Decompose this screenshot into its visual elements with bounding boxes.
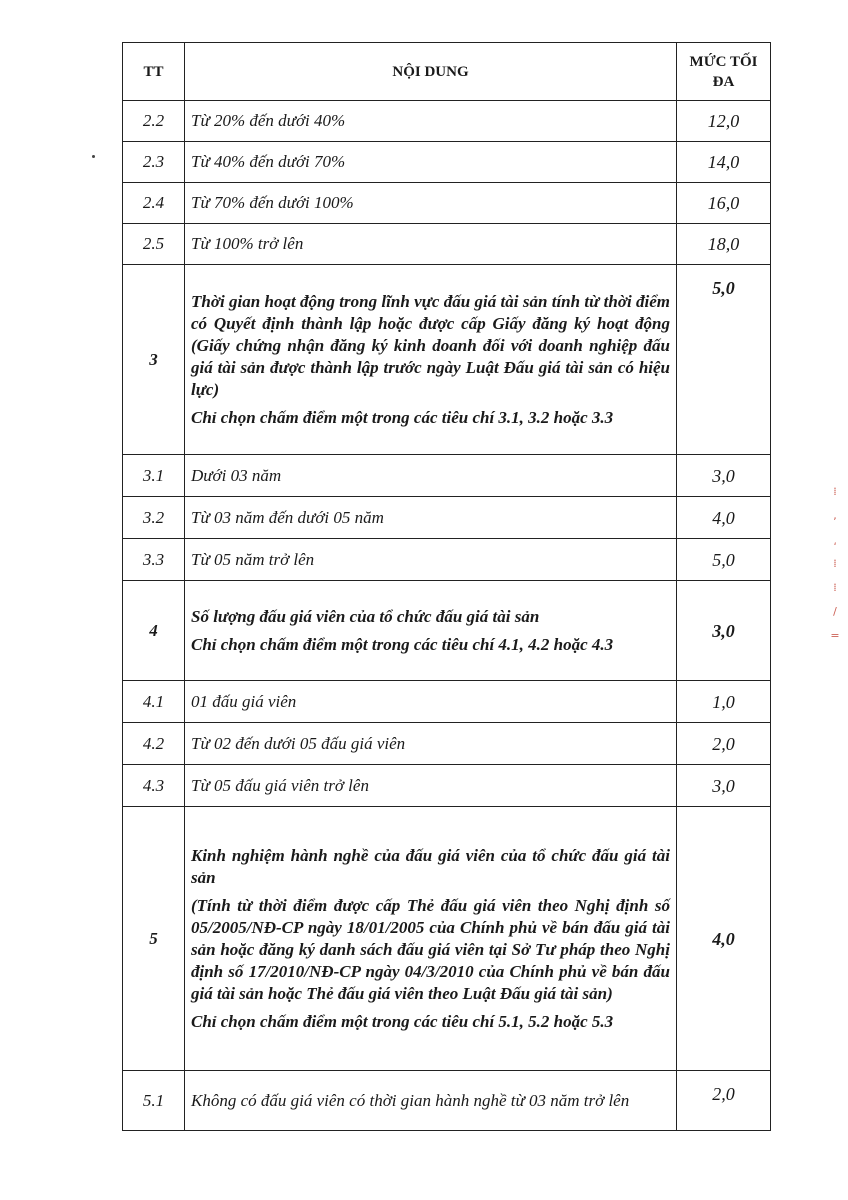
table-row	[123, 765, 771, 807]
table-row	[123, 1071, 771, 1131]
row-tt: 3	[123, 265, 185, 455]
row-paragraph: Từ 20% đến dưới 40%	[191, 111, 346, 130]
row-content	[185, 1071, 677, 1131]
row-tt: 3.2	[123, 497, 185, 539]
row-content	[185, 497, 677, 539]
row-paragraph: Từ 02 đến dưới 05 đấu giá viên	[191, 733, 406, 753]
row-content	[185, 807, 677, 1071]
row-paragraph: Dưới 03 năm	[191, 465, 282, 485]
table-row	[123, 142, 771, 183]
row-tt: 3.3	[123, 539, 185, 581]
row-tt: 2.3	[123, 142, 185, 183]
table-header-row	[123, 43, 771, 101]
row-tt: 4.3	[123, 765, 185, 807]
row-score: 4,0	[677, 497, 771, 539]
row-content	[185, 265, 677, 455]
row-score: 3,0	[677, 581, 771, 681]
row-paragraph: Chỉ chọn chấm điểm một trong các tiêu chí 4.1, 4.2 hoặc 4.3	[191, 634, 614, 654]
header-tt: TT	[123, 43, 185, 101]
header-max-score: MỨC TỐI ĐA	[677, 43, 771, 101]
row-tt: 4.1	[123, 681, 185, 723]
row-score: 16,0	[677, 183, 771, 224]
row-paragraph: Từ 70% đến dưới 100%	[191, 193, 354, 212]
row-paragraph: Số lượng đấu giá viên của tổ chức đấu giá tài sản	[191, 606, 540, 626]
row-score: 3,0	[677, 765, 771, 807]
row-tt: 2.4	[123, 183, 185, 224]
row-content	[185, 224, 677, 265]
header-content: NỘI DUNG	[185, 43, 677, 101]
row-content	[185, 681, 677, 723]
row-score: 2,0	[677, 723, 771, 765]
row-score: 4,0	[677, 807, 771, 1071]
table-row	[123, 455, 771, 497]
table-row	[123, 723, 771, 765]
row-tt: 2.5	[123, 224, 185, 265]
row-paragraph: Từ 100% trở lên	[191, 234, 304, 253]
row-paragraph: Chỉ chọn chấm điểm một trong các tiêu chí 3.1, 3.2 hoặc 3.3	[191, 407, 614, 427]
table-row	[123, 224, 771, 265]
row-score: 12,0	[677, 101, 771, 142]
row-paragraph: (Tính từ thời điểm được cấp Thẻ đấu giá viên theo Nghị định số 05/2005/NĐ-CP ngày 18/01/2005 của Chính phủ về bán đấu giá tài sản hoặc đăng ký danh sách đấu giá viên tại Sở Tư pháp theo Nghị định số 17/2010/NĐ-CP ngày 04/3/2010 của Chính phủ về bán đấu giá tài sản hoặc Thẻ đấu giá viên theo Luật Đấu giá tài sản)	[191, 895, 670, 1003]
row-content	[185, 539, 677, 581]
table-row	[123, 539, 771, 581]
row-tt: 4	[123, 581, 185, 681]
row-paragraph: Kinh nghiệm hành nghề của đấu giá viên của tổ chức đấu giá tài sản	[191, 845, 670, 887]
row-paragraph: Từ 03 năm đến dưới 05 năm	[191, 507, 384, 527]
row-score: 14,0	[677, 142, 771, 183]
scoring-table	[122, 42, 771, 1131]
row-score: 2,0	[677, 1071, 771, 1131]
row-paragraph: Thời gian hoạt động trong lĩnh vực đấu giá tài sản tính từ thời điểm có Quyết định thành lập hoặc được cấp Giấy đăng ký hoạt động (Giấy chứng nhận đăng ký kinh doanh đối với doanh nghiệp đấu giá tài sản được thành lập trước ngày Luật Đấu giá tài sản có hiệu lực)	[191, 291, 670, 399]
row-paragraph: 01 đấu giá viên	[191, 691, 297, 711]
row-content	[185, 142, 677, 183]
row-paragraph: Từ 05 đấu giá viên trở lên	[191, 775, 369, 795]
row-score: 5,0	[677, 539, 771, 581]
row-score: 3,0	[677, 455, 771, 497]
table-row	[123, 581, 771, 681]
row-content	[185, 765, 677, 807]
row-tt: 3.1	[123, 455, 185, 497]
row-tt: 2.2	[123, 101, 185, 142]
row-tt: 5.1	[123, 1071, 185, 1131]
row-paragraph: Từ 40% đến dưới 70%	[191, 152, 346, 171]
margin-handwriting-marks: ⁞ , ͵ ⁞ ⁞ / =	[830, 485, 840, 642]
row-score: 5,0	[677, 265, 771, 455]
scan-speck	[92, 155, 95, 158]
row-content	[185, 723, 677, 765]
table-row	[123, 265, 771, 455]
row-paragraph: Từ 05 năm trở lên	[191, 549, 315, 569]
row-score: 1,0	[677, 681, 771, 723]
row-content	[185, 455, 677, 497]
row-tt: 4.2	[123, 723, 185, 765]
table-row	[123, 101, 771, 142]
row-content	[185, 101, 677, 142]
table-row	[123, 681, 771, 723]
row-paragraph: Chỉ chọn chấm điểm một trong các tiêu chí 5.1, 5.2 hoặc 5.3	[191, 1011, 614, 1031]
row-content	[185, 581, 677, 681]
row-tt: 5	[123, 807, 185, 1071]
table-row	[123, 497, 771, 539]
row-score: 18,0	[677, 224, 771, 265]
row-content	[185, 183, 677, 224]
table-row	[123, 807, 771, 1071]
table-row	[123, 183, 771, 224]
row-paragraph: Không có đấu giá viên có thời gian hành nghề từ 03 năm trở lên	[191, 1090, 630, 1110]
